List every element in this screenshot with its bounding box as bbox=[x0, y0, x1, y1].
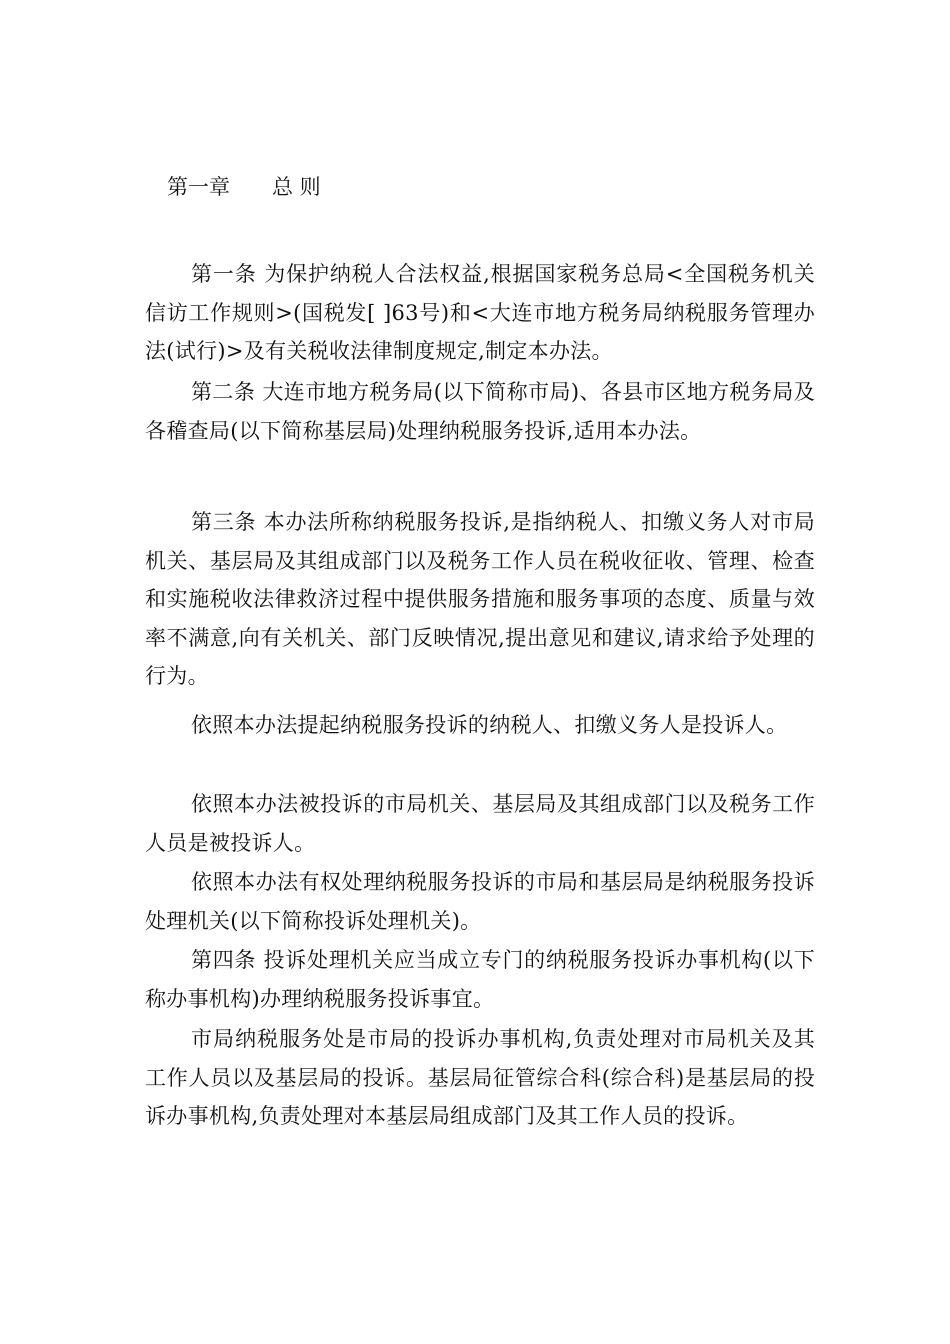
handling-authority-paragraph: 依照本办法有权处理纳税服务投诉的市局和基层局是纳税服务投诉处理机关(以下简称投诉处理机关)。 bbox=[145, 870, 815, 933]
office-responsibility-paragraph: 市局纳税服务处是市局的投诉办事机构,负责处理对市局机关及其工作人员以及基层局的投诉。基层局征管综合科(综合科)是基层局的投诉办事机构,负责处理对本基层局组成部门及其工作人员的投诉。 bbox=[145, 1027, 815, 1128]
article-1-paragraph: 第一条 为保护纳税人合法权益,根据国家税务总局<全国税务机关信访工作规则>(国税发[ ]63号)和<大连市地方税务局纳税服务管理办法(试行)>及有关税收法律制度规定,制定本办法。 bbox=[145, 262, 815, 363]
chapter-title: 第一章 总 则 bbox=[167, 175, 321, 199]
article-3-paragraph: 第三条 本办法所称纳税服务投诉,是指纳税人、扣缴义务人对市局机关、基层局及其组成部门以及税务工作人员在税收征收、管理、检查和实施税收法律救济过程中提供服务措施和服务事项的态度、质量与效率不满意,向有关机关、部门反映情况,提出意见和建议,请求给予处理的行为。 bbox=[145, 510, 815, 688]
article-4-paragraph: 第四条 投诉处理机关应当成立专门的纳税服务投诉办事机构(以下称办事机构)办理纳税服务投诉事宜。 bbox=[145, 948, 815, 1011]
respondent-definition-paragraph: 依照本办法被投诉的市局机关、基层局及其组成部门以及税务工作人员是被投诉人。 bbox=[145, 792, 815, 855]
article-2-paragraph: 第二条 大连市地方税务局(以下简称市局)、各县市区地方税务局及各稽查局(以下简称基层局)处理纳税服务投诉,适用本办法。 bbox=[145, 380, 815, 443]
complainant-definition-paragraph: 依照本办法提起纳税服务投诉的纳税人、扣缴义务人是投诉人。 bbox=[191, 713, 788, 737]
